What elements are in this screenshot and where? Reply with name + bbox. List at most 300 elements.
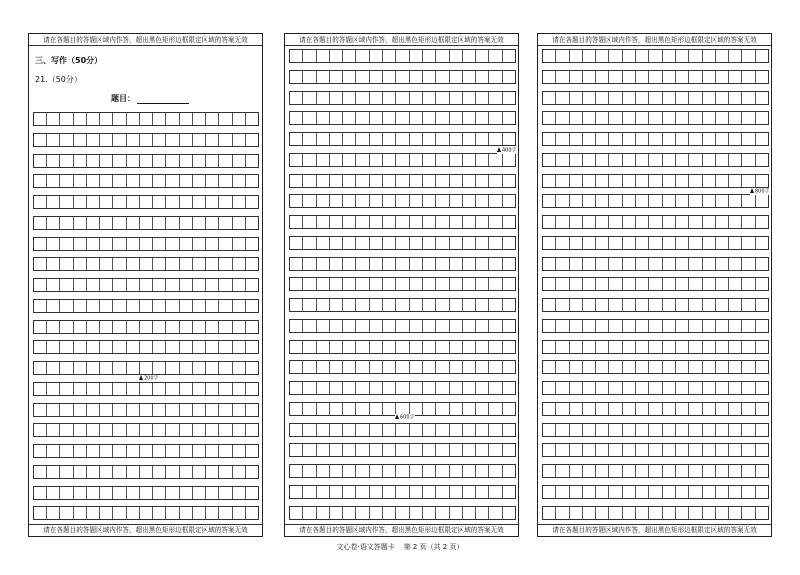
grid-cell[interactable] (703, 424, 716, 436)
grid-cell[interactable] (343, 424, 356, 436)
grid-cell[interactable] (556, 175, 569, 187)
grid-cell[interactable] (356, 175, 369, 187)
grid-cell[interactable] (689, 258, 702, 270)
grid-cell[interactable] (729, 278, 742, 290)
grid-cell[interactable] (609, 216, 622, 228)
grid-cell[interactable] (47, 196, 60, 208)
grid-cell[interactable] (476, 216, 489, 228)
grid-cell[interactable] (127, 424, 140, 436)
grid-cell[interactable] (113, 238, 126, 250)
grid-cell[interactable] (543, 92, 556, 104)
grid-cell[interactable] (742, 258, 755, 270)
grid-cell[interactable] (206, 466, 219, 478)
grid-cell[interactable] (47, 321, 60, 333)
grid-cell[interactable] (246, 424, 258, 436)
grid-row[interactable] (289, 423, 516, 437)
grid-cell[interactable] (383, 486, 396, 498)
grid-cell[interactable] (556, 403, 569, 415)
grid-cell[interactable] (396, 50, 409, 62)
grid-cell[interactable] (503, 465, 515, 477)
grid-cell[interactable] (370, 278, 383, 290)
grid-cell[interactable] (463, 112, 476, 124)
grid-cell[interactable] (689, 133, 702, 145)
grid-cell[interactable] (153, 404, 166, 416)
grid-row[interactable] (33, 403, 259, 417)
grid-cell[interactable] (356, 424, 369, 436)
grid-cell[interactable] (742, 341, 755, 353)
grid-cell[interactable] (370, 237, 383, 249)
grid-cell[interactable] (343, 175, 356, 187)
grid-cell[interactable] (583, 71, 596, 83)
grid-cell[interactable] (410, 237, 423, 249)
grid-cell[interactable] (489, 175, 502, 187)
grid-cell[interactable] (476, 465, 489, 477)
grid-cell[interactable] (463, 341, 476, 353)
grid-cell[interactable] (113, 383, 126, 395)
grid-cell[interactable] (166, 217, 179, 229)
grid-cell[interactable] (396, 133, 409, 145)
grid-cell[interactable] (193, 362, 206, 374)
grid-cell[interactable] (180, 507, 193, 519)
grid-cell[interactable] (356, 50, 369, 62)
grid-cell[interactable] (649, 71, 662, 83)
grid-cell[interactable] (703, 175, 716, 187)
grid-cell[interactable] (636, 154, 649, 166)
grid-cell[interactable] (636, 112, 649, 124)
grid-cell[interactable] (180, 424, 193, 436)
grid-cell[interactable] (556, 133, 569, 145)
grid-cell[interactable] (47, 424, 60, 436)
grid-cell[interactable] (663, 382, 676, 394)
grid-cell[interactable] (140, 383, 153, 395)
grid-cell[interactable] (233, 134, 246, 146)
grid-cell[interactable] (489, 320, 502, 332)
grid-cell[interactable] (636, 237, 649, 249)
grid-cell[interactable] (663, 341, 676, 353)
grid-cell[interactable] (636, 403, 649, 415)
grid-cell[interactable] (127, 466, 140, 478)
grid-cell[interactable] (87, 196, 100, 208)
grid-cell[interactable] (330, 216, 343, 228)
grid-cell[interactable] (396, 71, 409, 83)
grid-cell[interactable] (636, 92, 649, 104)
grid-cell[interactable] (140, 155, 153, 167)
grid-cell[interactable] (246, 155, 258, 167)
grid-cell[interactable] (317, 424, 330, 436)
grid-cell[interactable] (303, 71, 316, 83)
grid-cell[interactable] (219, 507, 232, 519)
grid-cell[interactable] (489, 71, 502, 83)
grid-cell[interactable] (410, 486, 423, 498)
grid-cell[interactable] (583, 341, 596, 353)
grid-cell[interactable] (636, 507, 649, 519)
grid-cell[interactable] (716, 112, 729, 124)
grid-cell[interactable] (649, 465, 662, 477)
grid-cell[interactable] (649, 341, 662, 353)
grid-cell[interactable] (742, 216, 755, 228)
grid-cell[interactable] (663, 299, 676, 311)
grid-cell[interactable] (676, 382, 689, 394)
grid-cell[interactable] (703, 71, 716, 83)
grid-cell[interactable] (556, 112, 569, 124)
grid-cell[interactable] (716, 424, 729, 436)
grid-cell[interactable] (343, 133, 356, 145)
grid-row[interactable] (289, 215, 516, 229)
grid-cell[interactable] (193, 196, 206, 208)
grid-cell[interactable] (609, 382, 622, 394)
grid-cell[interactable] (649, 278, 662, 290)
grid-cell[interactable] (703, 92, 716, 104)
grid-cell[interactable] (716, 465, 729, 477)
grid-cell[interactable] (219, 487, 232, 499)
grid-cell[interactable] (246, 134, 258, 146)
grid-cell[interactable] (689, 486, 702, 498)
grid-cell[interactable] (729, 175, 742, 187)
grid-cell[interactable] (140, 404, 153, 416)
grid-cell[interactable] (370, 320, 383, 332)
grid-cell[interactable] (140, 217, 153, 229)
grid-cell[interactable] (370, 299, 383, 311)
grid-cell[interactable] (556, 92, 569, 104)
grid-cell[interactable] (489, 154, 502, 166)
grid-cell[interactable] (246, 383, 258, 395)
grid-cell[interactable] (503, 341, 515, 353)
grid-cell[interactable] (556, 361, 569, 373)
grid-cell[interactable] (219, 134, 232, 146)
grid-cell[interactable] (60, 300, 73, 312)
grid-cell[interactable] (60, 487, 73, 499)
grid-cell[interactable] (127, 487, 140, 499)
grid-cell[interactable] (87, 424, 100, 436)
grid-cell[interactable] (317, 507, 330, 519)
grid-cell[interactable] (303, 92, 316, 104)
grid-cell[interactable] (34, 258, 47, 270)
grid-cell[interactable] (689, 424, 702, 436)
grid-cell[interactable] (689, 50, 702, 62)
grid-cell[interactable] (423, 216, 436, 228)
grid-cell[interactable] (503, 71, 515, 83)
grid-cell[interactable] (396, 507, 409, 519)
grid-cell[interactable] (570, 133, 583, 145)
grid-cell[interactable] (676, 444, 689, 456)
grid-cell[interactable] (303, 299, 316, 311)
grid-cell[interactable] (180, 300, 193, 312)
grid-cell[interactable] (583, 175, 596, 187)
grid-cell[interactable] (556, 216, 569, 228)
grid-cell[interactable] (423, 465, 436, 477)
grid-cell[interactable] (60, 258, 73, 270)
grid-cell[interactable] (676, 92, 689, 104)
grid-cell[interactable] (47, 341, 60, 353)
grid-cell[interactable] (423, 92, 436, 104)
grid-cell[interactable] (676, 486, 689, 498)
grid-cell[interactable] (756, 216, 768, 228)
grid-cell[interactable] (649, 92, 662, 104)
grid-cell[interactable] (303, 175, 316, 187)
grid-cell[interactable] (489, 92, 502, 104)
grid-cell[interactable] (193, 217, 206, 229)
grid-cell[interactable] (60, 466, 73, 478)
grid-cell[interactable] (596, 154, 609, 166)
grid-cell[interactable] (556, 237, 569, 249)
grid-cell[interactable] (166, 279, 179, 291)
grid-cell[interactable] (450, 382, 463, 394)
grid-cell[interactable] (742, 154, 755, 166)
grid-cell[interactable] (343, 237, 356, 249)
grid-cell[interactable] (636, 444, 649, 456)
grid-cell[interactable] (370, 361, 383, 373)
grid-cell[interactable] (383, 361, 396, 373)
grid-cell[interactable] (596, 92, 609, 104)
grid-cell[interactable] (370, 507, 383, 519)
grid-cell[interactable] (756, 320, 768, 332)
grid-cell[interactable] (423, 112, 436, 124)
grid-cell[interactable] (676, 341, 689, 353)
grid-cell[interactable] (423, 361, 436, 373)
grid-cell[interactable] (100, 466, 113, 478)
grid-cell[interactable] (396, 237, 409, 249)
grid-cell[interactable] (476, 278, 489, 290)
grid-cell[interactable] (34, 113, 47, 125)
grid-cell[interactable] (649, 424, 662, 436)
grid-cell[interactable] (206, 300, 219, 312)
grid-row[interactable] (542, 443, 769, 457)
grid-cell[interactable] (113, 362, 126, 374)
grid-cell[interactable] (60, 383, 73, 395)
grid-cell[interactable] (756, 112, 768, 124)
grid-cell[interactable] (410, 382, 423, 394)
grid-cell[interactable] (703, 341, 716, 353)
grid-cell[interactable] (623, 299, 636, 311)
grid-cell[interactable] (663, 50, 676, 62)
grid-cell[interactable] (47, 507, 60, 519)
grid-row[interactable] (289, 111, 516, 125)
grid-cell[interactable] (330, 486, 343, 498)
grid-cell[interactable] (140, 175, 153, 187)
grid-cell[interactable] (489, 465, 502, 477)
grid-cell[interactable] (423, 175, 436, 187)
grid-cell[interactable] (193, 300, 206, 312)
grid-row[interactable] (289, 49, 516, 63)
grid-cell[interactable] (113, 113, 126, 125)
grid-cell[interactable] (74, 217, 87, 229)
grid-cell[interactable] (330, 361, 343, 373)
grid-cell[interactable] (756, 486, 768, 498)
grid-cell[interactable] (450, 50, 463, 62)
grid-cell[interactable] (317, 237, 330, 249)
grid-cell[interactable] (583, 382, 596, 394)
grid-cell[interactable] (343, 92, 356, 104)
grid-cell[interactable] (742, 424, 755, 436)
grid-cell[interactable] (100, 113, 113, 125)
grid-cell[interactable] (303, 486, 316, 498)
grid-cell[interactable] (543, 382, 556, 394)
grid-cell[interactable] (303, 195, 316, 207)
grid-cell[interactable] (489, 258, 502, 270)
grid-cell[interactable] (127, 196, 140, 208)
grid-cell[interactable] (303, 444, 316, 456)
grid-cell[interactable] (756, 237, 768, 249)
grid-cell[interactable] (636, 258, 649, 270)
grid-cell[interactable] (370, 195, 383, 207)
grid-cell[interactable] (330, 154, 343, 166)
grid-cell[interactable] (476, 341, 489, 353)
grid-cell[interactable] (543, 507, 556, 519)
grid-cell[interactable] (383, 320, 396, 332)
grid-cell[interactable] (60, 217, 73, 229)
grid-cell[interactable] (47, 175, 60, 187)
grid-cell[interactable] (410, 50, 423, 62)
grid-row[interactable] (542, 257, 769, 271)
grid-cell[interactable] (463, 258, 476, 270)
grid-cell[interactable] (180, 341, 193, 353)
grid-row[interactable] (542, 340, 769, 354)
grid-cell[interactable] (47, 279, 60, 291)
grid-cell[interactable] (219, 238, 232, 250)
grid-cell[interactable] (193, 258, 206, 270)
grid-cell[interactable] (396, 92, 409, 104)
grid-cell[interactable] (290, 382, 303, 394)
grid-cell[interactable] (489, 403, 502, 415)
grid-cell[interactable] (60, 341, 73, 353)
grid-cell[interactable] (356, 237, 369, 249)
grid-cell[interactable] (343, 403, 356, 415)
grid-cell[interactable] (219, 196, 232, 208)
grid-cell[interactable] (356, 133, 369, 145)
grid-cell[interactable] (623, 444, 636, 456)
grid-cell[interactable] (436, 258, 449, 270)
grid-cell[interactable] (246, 300, 258, 312)
grid-cell[interactable] (703, 507, 716, 519)
grid-cell[interactable] (729, 71, 742, 83)
grid-cell[interactable] (219, 258, 232, 270)
grid-cell[interactable] (153, 466, 166, 478)
grid-cell[interactable] (742, 507, 755, 519)
grid-cell[interactable] (60, 321, 73, 333)
grid-cell[interactable] (34, 487, 47, 499)
grid-cell[interactable] (596, 507, 609, 519)
grid-cell[interactable] (423, 278, 436, 290)
grid-cell[interactable] (127, 217, 140, 229)
grid-cell[interactable] (87, 175, 100, 187)
grid-cell[interactable] (689, 278, 702, 290)
grid-cell[interactable] (383, 465, 396, 477)
grid-cell[interactable] (34, 155, 47, 167)
grid-cell[interactable] (290, 216, 303, 228)
grid-cell[interactable] (290, 507, 303, 519)
grid-cell[interactable] (503, 258, 515, 270)
grid-cell[interactable] (663, 444, 676, 456)
grid-row[interactable] (289, 485, 516, 499)
grid-cell[interactable] (47, 217, 60, 229)
grid-cell[interactable] (756, 92, 768, 104)
grid-cell[interactable] (503, 175, 515, 187)
grid-cell[interactable] (410, 92, 423, 104)
grid-cell[interactable] (729, 382, 742, 394)
grid-cell[interactable] (330, 278, 343, 290)
grid-cell[interactable] (370, 112, 383, 124)
grid-cell[interactable] (703, 382, 716, 394)
grid-cell[interactable] (463, 50, 476, 62)
grid-cell[interactable] (330, 175, 343, 187)
grid-cell[interactable] (396, 320, 409, 332)
grid-cell[interactable] (450, 278, 463, 290)
grid-cell[interactable] (140, 300, 153, 312)
grid-cell[interactable] (543, 216, 556, 228)
grid-cell[interactable] (596, 299, 609, 311)
grid-cell[interactable] (219, 300, 232, 312)
grid-cell[interactable] (383, 341, 396, 353)
grid-cell[interactable] (623, 486, 636, 498)
grid-cell[interactable] (423, 50, 436, 62)
grid-cell[interactable] (370, 444, 383, 456)
grid-cell[interactable] (317, 112, 330, 124)
grid-cell[interactable] (343, 341, 356, 353)
grid-cell[interactable] (423, 320, 436, 332)
grid-cell[interactable] (87, 321, 100, 333)
grid-cell[interactable] (649, 50, 662, 62)
grid-cell[interactable] (596, 216, 609, 228)
grid-cell[interactable] (330, 133, 343, 145)
grid-cell[interactable] (74, 466, 87, 478)
grid-cell[interactable] (74, 238, 87, 250)
grid-row[interactable] (542, 91, 769, 105)
grid-cell[interactable] (756, 258, 768, 270)
grid-cell[interactable] (649, 361, 662, 373)
grid-cell[interactable] (317, 486, 330, 498)
grid-cell[interactable] (570, 320, 583, 332)
grid-cell[interactable] (113, 258, 126, 270)
grid-cell[interactable] (113, 300, 126, 312)
grid-cell[interactable] (489, 50, 502, 62)
grid-cell[interactable] (290, 237, 303, 249)
grid-cell[interactable] (583, 424, 596, 436)
grid-cell[interactable] (676, 403, 689, 415)
grid-cell[interactable] (436, 361, 449, 373)
grid-cell[interactable] (663, 112, 676, 124)
grid-cell[interactable] (729, 195, 742, 207)
grid-cell[interactable] (556, 465, 569, 477)
grid-cell[interactable] (74, 383, 87, 395)
grid-cell[interactable] (370, 216, 383, 228)
grid-cell[interactable] (246, 113, 258, 125)
grid-cell[interactable] (166, 507, 179, 519)
grid-cell[interactable] (676, 71, 689, 83)
grid-cell[interactable] (663, 92, 676, 104)
grid-cell[interactable] (383, 299, 396, 311)
grid-row[interactable] (542, 111, 769, 125)
grid-cell[interactable] (60, 238, 73, 250)
grid-cell[interactable] (556, 50, 569, 62)
grid-cell[interactable] (290, 444, 303, 456)
grid-cell[interactable] (729, 444, 742, 456)
grid-cell[interactable] (47, 113, 60, 125)
grid-cell[interactable] (543, 424, 556, 436)
grid-cell[interactable] (410, 175, 423, 187)
grid-cell[interactable] (543, 486, 556, 498)
grid-cell[interactable] (609, 320, 622, 332)
grid-cell[interactable] (716, 341, 729, 353)
grid-cell[interactable] (180, 383, 193, 395)
grid-cell[interactable] (303, 237, 316, 249)
grid-row[interactable] (33, 216, 259, 230)
grid-cell[interactable] (166, 362, 179, 374)
grid-cell[interactable] (543, 237, 556, 249)
grid-cell[interactable] (729, 112, 742, 124)
grid-cell[interactable] (166, 300, 179, 312)
grid-cell[interactable] (703, 195, 716, 207)
grid-row[interactable] (33, 423, 259, 437)
